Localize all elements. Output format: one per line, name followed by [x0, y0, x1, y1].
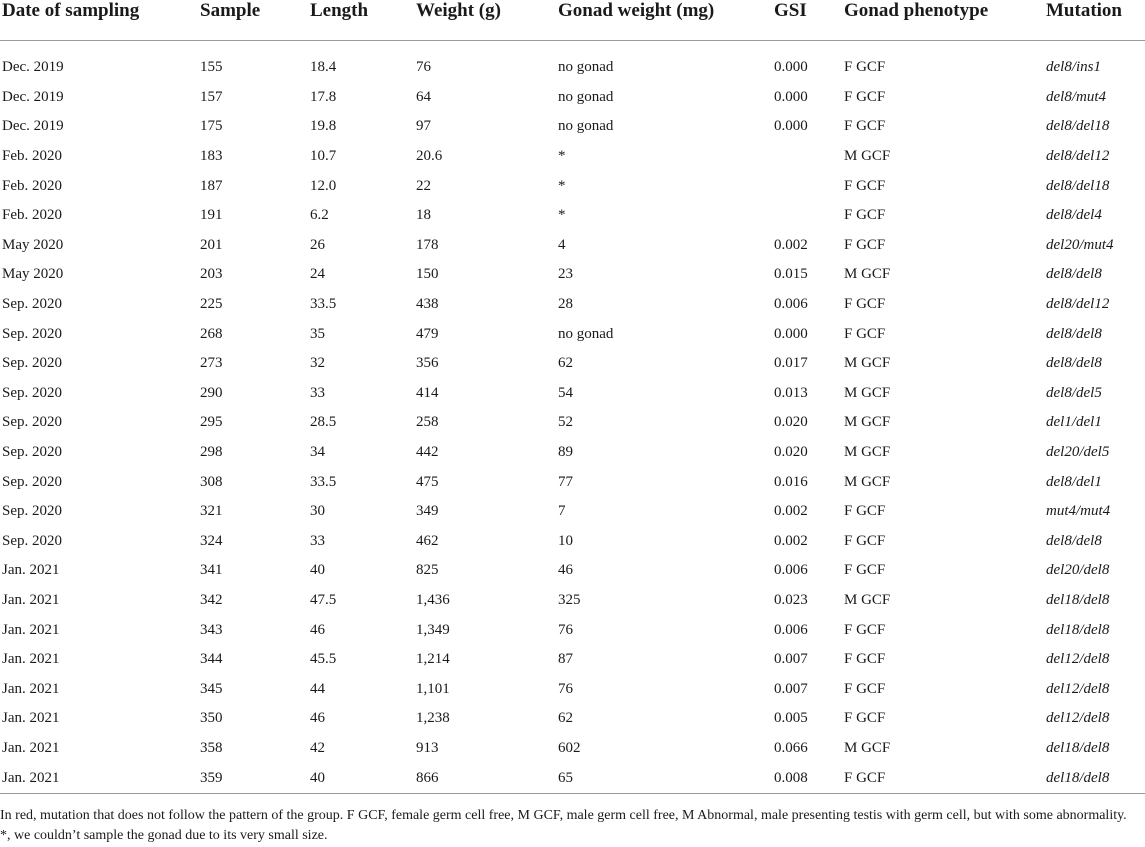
- cell-gsi: 0.008: [774, 769, 808, 786]
- cell-mutation: del1/del1: [1046, 414, 1102, 431]
- cell-date: Sep. 2020: [2, 503, 62, 520]
- cell-gonad-phenotype: F GCF: [844, 562, 886, 579]
- table-header-row: [0, 0, 1145, 41]
- cell-gonad-weight: 62: [558, 710, 573, 727]
- cell-gonad-phenotype: F GCF: [844, 88, 886, 105]
- cell-weight: 1,214: [416, 651, 450, 668]
- cell-date: Jan. 2021: [2, 769, 60, 786]
- cell-weight: 349: [416, 503, 439, 520]
- cell-sample: 342: [200, 591, 223, 608]
- cell-mutation: del8/ins1: [1046, 59, 1101, 76]
- table-row: [0, 615, 1145, 645]
- cell-gonad-weight: 325: [558, 591, 581, 608]
- cell-mutation: del18/del8: [1046, 621, 1110, 638]
- cell-gsi: 0.002: [774, 503, 808, 520]
- cell-mutation: del12/del8: [1046, 710, 1110, 727]
- cell-gonad-weight: no gonad: [558, 88, 614, 105]
- cell-date: Sep. 2020: [2, 473, 62, 490]
- cell-gonad-weight: 89: [558, 444, 573, 461]
- table-row: [0, 645, 1145, 675]
- cell-date: Sep. 2020: [2, 414, 62, 431]
- cell-gsi: 0.000: [774, 59, 808, 76]
- cell-sample: 157: [200, 88, 223, 105]
- cell-weight: 97: [416, 118, 431, 135]
- cell-gonad-phenotype: F GCF: [844, 621, 886, 638]
- cell-sample: 343: [200, 621, 223, 638]
- cell-gonad-weight: no gonad: [558, 118, 614, 135]
- cell-date: Jan. 2021: [2, 710, 60, 727]
- cell-mutation: del8/del18: [1046, 177, 1110, 194]
- table-row: [0, 171, 1145, 201]
- cell-date: Dec. 2019: [2, 59, 64, 76]
- cell-sample: 225: [200, 296, 223, 313]
- cell-mutation: del8/del8: [1046, 266, 1102, 283]
- cell-sample: 268: [200, 325, 223, 342]
- cell-gonad-phenotype: M GCF: [844, 384, 891, 401]
- cell-sample: 358: [200, 739, 223, 756]
- cell-sample: 324: [200, 532, 223, 549]
- cell-length: 30: [310, 503, 325, 520]
- cell-date: Sep. 2020: [2, 444, 62, 461]
- cell-length: 35: [310, 325, 325, 342]
- cell-gonad-phenotype: M GCF: [844, 739, 891, 756]
- cell-length: 34: [310, 444, 325, 461]
- header-length: Length: [310, 0, 369, 21]
- cell-sample: 308: [200, 473, 223, 490]
- cell-mutation: del18/del8: [1046, 591, 1110, 608]
- cell-date: Jan. 2021: [2, 651, 60, 668]
- cell-mutation: del8/del12: [1046, 296, 1110, 313]
- cell-date: Jan. 2021: [2, 739, 60, 756]
- cell-weight: 1,101: [416, 680, 450, 697]
- cell-gonad-weight: *: [558, 207, 566, 224]
- cell-length: 47.5: [310, 591, 337, 608]
- cell-sample: 321: [200, 503, 223, 520]
- cell-gsi: 0.020: [774, 414, 808, 431]
- cell-gsi: [772, 171, 842, 201]
- header-gsi: GSI: [774, 0, 807, 21]
- cell-gonad-phenotype: F GCF: [844, 503, 886, 520]
- cell-sample: 183: [200, 148, 223, 165]
- table-row: [0, 319, 1145, 349]
- table-row: [0, 349, 1145, 379]
- cell-mutation: del20/mut4: [1046, 236, 1114, 253]
- cell-gonad-weight: 602: [558, 739, 581, 756]
- cell-weight: 1,349: [416, 621, 450, 638]
- cell-weight: 258: [416, 414, 439, 431]
- cell-date: Jan. 2021: [2, 680, 60, 697]
- cell-gonad-phenotype: M GCF: [844, 591, 891, 608]
- cell-gonad-weight: 4: [558, 236, 566, 253]
- table-body: [0, 41, 1145, 794]
- cell-sample: 295: [200, 414, 223, 431]
- cell-mutation: del8/del5: [1046, 384, 1102, 401]
- table-row: [0, 527, 1145, 557]
- cell-length: 33.5: [310, 473, 337, 490]
- cell-weight: 414: [416, 384, 439, 401]
- cell-length: 17.8: [310, 88, 337, 105]
- cell-weight: 1,238: [416, 710, 450, 727]
- cell-gsi: 0.007: [774, 680, 808, 697]
- cell-mutation: del8/del1: [1046, 473, 1102, 490]
- cell-date: Feb. 2020: [2, 177, 62, 194]
- cell-date: Sep. 2020: [2, 296, 62, 313]
- cell-length: 26: [310, 236, 325, 253]
- table-row: [0, 586, 1145, 616]
- cell-mutation: del8/del4: [1046, 207, 1102, 224]
- table-row: [0, 290, 1145, 320]
- header-weight: Weight (g): [416, 0, 501, 21]
- table-row: [0, 142, 1145, 172]
- cell-date: Dec. 2019: [2, 118, 64, 135]
- cell-length: 32: [310, 355, 325, 372]
- table-row: [0, 734, 1145, 764]
- cell-gsi: 0.005: [774, 710, 808, 727]
- cell-mutation: del8/del18: [1046, 118, 1110, 135]
- cell-gonad-phenotype: M GCF: [844, 414, 891, 431]
- header-date: Date of sampling: [2, 0, 140, 21]
- cell-mutation: del18/del8: [1046, 769, 1110, 786]
- cell-gonad-weight: 23: [558, 266, 573, 283]
- cell-sample: 201: [200, 236, 223, 253]
- cell-gsi: 0.002: [774, 532, 808, 549]
- table-row: [0, 379, 1145, 409]
- cell-gsi: 0.066: [774, 739, 808, 756]
- table-row: [0, 556, 1145, 586]
- cell-date: Dec. 2019: [2, 88, 64, 105]
- cell-gonad-phenotype: M GCF: [844, 444, 891, 461]
- cell-weight: 356: [416, 355, 439, 372]
- table-row: [0, 763, 1145, 793]
- header-mutation: Mutation: [1046, 0, 1122, 21]
- cell-gsi: 0.007: [774, 651, 808, 668]
- cell-gonad-weight: 62: [558, 355, 573, 372]
- cell-sample: 203: [200, 266, 223, 283]
- header-gonad-phenotype: Gonad phenotype: [844, 0, 989, 21]
- cell-gonad-weight: *: [558, 148, 566, 165]
- cell-mutation: del8/mut4: [1046, 88, 1106, 105]
- cell-gonad-weight: 52: [558, 414, 573, 431]
- cell-gsi: 0.017: [774, 355, 808, 372]
- cell-mutation: del18/del8: [1046, 739, 1110, 756]
- cell-gsi: 0.020: [774, 444, 808, 461]
- table-row: [0, 231, 1145, 261]
- cell-mutation: mut4/mut4: [1046, 503, 1111, 520]
- cell-mutation: del12/del8: [1046, 680, 1110, 697]
- cell-gonad-weight: 87: [558, 651, 573, 668]
- cell-gonad-weight: no gonad: [558, 59, 614, 76]
- cell-mutation: del8/del8: [1046, 355, 1102, 372]
- table-row: [0, 83, 1145, 113]
- table-row: [0, 497, 1145, 527]
- cell-gsi: 0.006: [774, 296, 808, 313]
- cell-weight: 825: [416, 562, 439, 579]
- cell-gonad-phenotype: F GCF: [844, 532, 886, 549]
- cell-length: 40: [310, 562, 325, 579]
- table-row: [0, 260, 1145, 290]
- cell-length: 40: [310, 769, 325, 786]
- cell-sample: 298: [200, 444, 223, 461]
- cell-gonad-weight: 76: [558, 621, 573, 638]
- cell-weight: 76: [416, 59, 431, 76]
- cell-weight: 178: [416, 236, 439, 253]
- table-row: [0, 438, 1145, 468]
- cell-length: 46: [310, 710, 325, 727]
- cell-mutation: del8/del12: [1046, 148, 1110, 165]
- cell-sample: 344: [200, 651, 223, 668]
- cell-gonad-phenotype: M GCF: [844, 148, 891, 165]
- table-footnote: In red, mutation that does not follow the pattern of the group. F GCF, female germ cell free, M GCF, male germ cell free, M Abnormal, male presenting testis with germ cell, but with some abnormality. *, we couldn’t sample the gonad due to its very small size.: [0, 808, 1127, 843]
- cell-gonad-weight: 7: [558, 503, 566, 520]
- cell-weight: 462: [416, 532, 439, 549]
- cell-gonad-phenotype: M GCF: [844, 473, 891, 490]
- cell-gonad-weight: 76: [558, 680, 573, 697]
- cell-date: Jan. 2021: [2, 591, 60, 608]
- cell-gonad-phenotype: F GCF: [844, 296, 886, 313]
- cell-length: 45.5: [310, 651, 337, 668]
- cell-length: 28.5: [310, 414, 337, 431]
- cell-gsi: 0.000: [774, 118, 808, 135]
- cell-length: 12.0: [310, 177, 337, 194]
- cell-gonad-phenotype: F GCF: [844, 59, 886, 76]
- cell-gsi: 0.000: [774, 88, 808, 105]
- cell-gonad-weight: 65: [558, 769, 573, 786]
- cell-gonad-phenotype: F GCF: [844, 236, 886, 253]
- cell-weight: 913: [416, 739, 439, 756]
- cell-weight: 479: [416, 325, 439, 342]
- cell-gonad-phenotype: F GCF: [844, 207, 886, 224]
- cell-date: May 2020: [2, 266, 64, 283]
- cell-gonad-phenotype: F GCF: [844, 769, 886, 786]
- cell-weight: 18: [416, 207, 431, 224]
- cell-length: 19.8: [310, 118, 337, 135]
- cell-gonad-weight: 46: [558, 562, 573, 579]
- cell-weight: 22: [416, 177, 431, 194]
- cell-gonad-weight: 54: [558, 384, 573, 401]
- cell-gonad-phenotype: F GCF: [844, 177, 886, 194]
- cell-sample: 191: [200, 207, 223, 224]
- cell-mutation: del12/del8: [1046, 651, 1110, 668]
- cell-gsi: 0.006: [774, 562, 808, 579]
- cell-date: Jan. 2021: [2, 621, 60, 638]
- cell-length: 18.4: [310, 59, 337, 76]
- cell-gonad-phenotype: M GCF: [844, 355, 891, 372]
- cell-gonad-phenotype: F GCF: [844, 710, 886, 727]
- cell-gsi: 0.013: [774, 384, 808, 401]
- cell-gonad-phenotype: F GCF: [844, 680, 886, 697]
- cell-sample: 273: [200, 355, 223, 372]
- cell-date: Feb. 2020: [2, 207, 62, 224]
- cell-weight: 1,436: [416, 591, 450, 608]
- cell-sample: 359: [200, 769, 223, 786]
- cell-date: May 2020: [2, 236, 64, 253]
- cell-gsi: [772, 142, 842, 172]
- cell-sample: 175: [200, 118, 223, 135]
- cell-length: 33.5: [310, 296, 337, 313]
- cell-weight: 438: [416, 296, 439, 313]
- cell-sample: 341: [200, 562, 223, 579]
- cell-mutation: del20/del5: [1046, 444, 1110, 461]
- cell-weight: 150: [416, 266, 439, 283]
- cell-weight: 866: [416, 769, 439, 786]
- cell-sample: 155: [200, 59, 223, 76]
- cell-date: Sep. 2020: [2, 325, 62, 342]
- table-row: [0, 704, 1145, 734]
- table-row: [0, 674, 1145, 704]
- cell-gonad-weight: 28: [558, 296, 573, 313]
- cell-gonad-weight: 10: [558, 532, 573, 549]
- cell-date: Sep. 2020: [2, 532, 62, 549]
- cell-length: 6.2: [310, 207, 329, 224]
- cell-sample: 350: [200, 710, 223, 727]
- cell-gsi: 0.006: [774, 621, 808, 638]
- cell-mutation: del20/del8: [1046, 562, 1110, 579]
- cell-length: 44: [310, 680, 325, 697]
- cell-date: Jan. 2021: [2, 562, 60, 579]
- cell-gonad-phenotype: F GCF: [844, 651, 886, 668]
- cell-weight: 475: [416, 473, 439, 490]
- header-gonad-weight: Gonad weight (mg): [558, 0, 715, 21]
- cell-sample: 290: [200, 384, 223, 401]
- cell-length: 46: [310, 621, 325, 638]
- cell-length: 10.7: [310, 148, 337, 165]
- cell-date: Sep. 2020: [2, 384, 62, 401]
- cell-sample: 187: [200, 177, 223, 194]
- cell-mutation: del8/del8: [1046, 325, 1102, 342]
- cell-weight: 20.6: [416, 148, 443, 165]
- cell-mutation: del8/del8: [1046, 532, 1102, 549]
- cell-weight: 442: [416, 444, 439, 461]
- table-row: [0, 408, 1145, 438]
- cell-gonad-weight: no gonad: [558, 325, 614, 342]
- cell-weight: 64: [416, 88, 431, 105]
- cell-gonad-phenotype: F GCF: [844, 118, 886, 135]
- header-sample: Sample: [200, 0, 261, 21]
- cell-date: Feb. 2020: [2, 148, 62, 165]
- cell-sample: 345: [200, 680, 223, 697]
- cell-gsi: 0.023: [774, 591, 808, 608]
- table-row: [0, 41, 1145, 83]
- cell-gonad-weight: *: [558, 177, 566, 194]
- cell-gsi: [772, 201, 842, 231]
- cell-gsi: 0.015: [774, 266, 808, 283]
- cell-gsi: 0.016: [774, 473, 808, 490]
- cell-gonad-weight: 77: [558, 473, 573, 490]
- cell-length: 33: [310, 384, 325, 401]
- cell-length: 42: [310, 739, 325, 756]
- table-row: [0, 112, 1145, 142]
- table-row: [0, 467, 1145, 497]
- table-row: [0, 201, 1145, 231]
- cell-gsi: 0.002: [774, 236, 808, 253]
- cell-gsi: 0.000: [774, 325, 808, 342]
- cell-length: 33: [310, 532, 325, 549]
- cell-gonad-phenotype: M GCF: [844, 266, 891, 283]
- cell-length: 24: [310, 266, 325, 283]
- cell-date: Sep. 2020: [2, 355, 62, 372]
- cell-gonad-phenotype: F GCF: [844, 325, 886, 342]
